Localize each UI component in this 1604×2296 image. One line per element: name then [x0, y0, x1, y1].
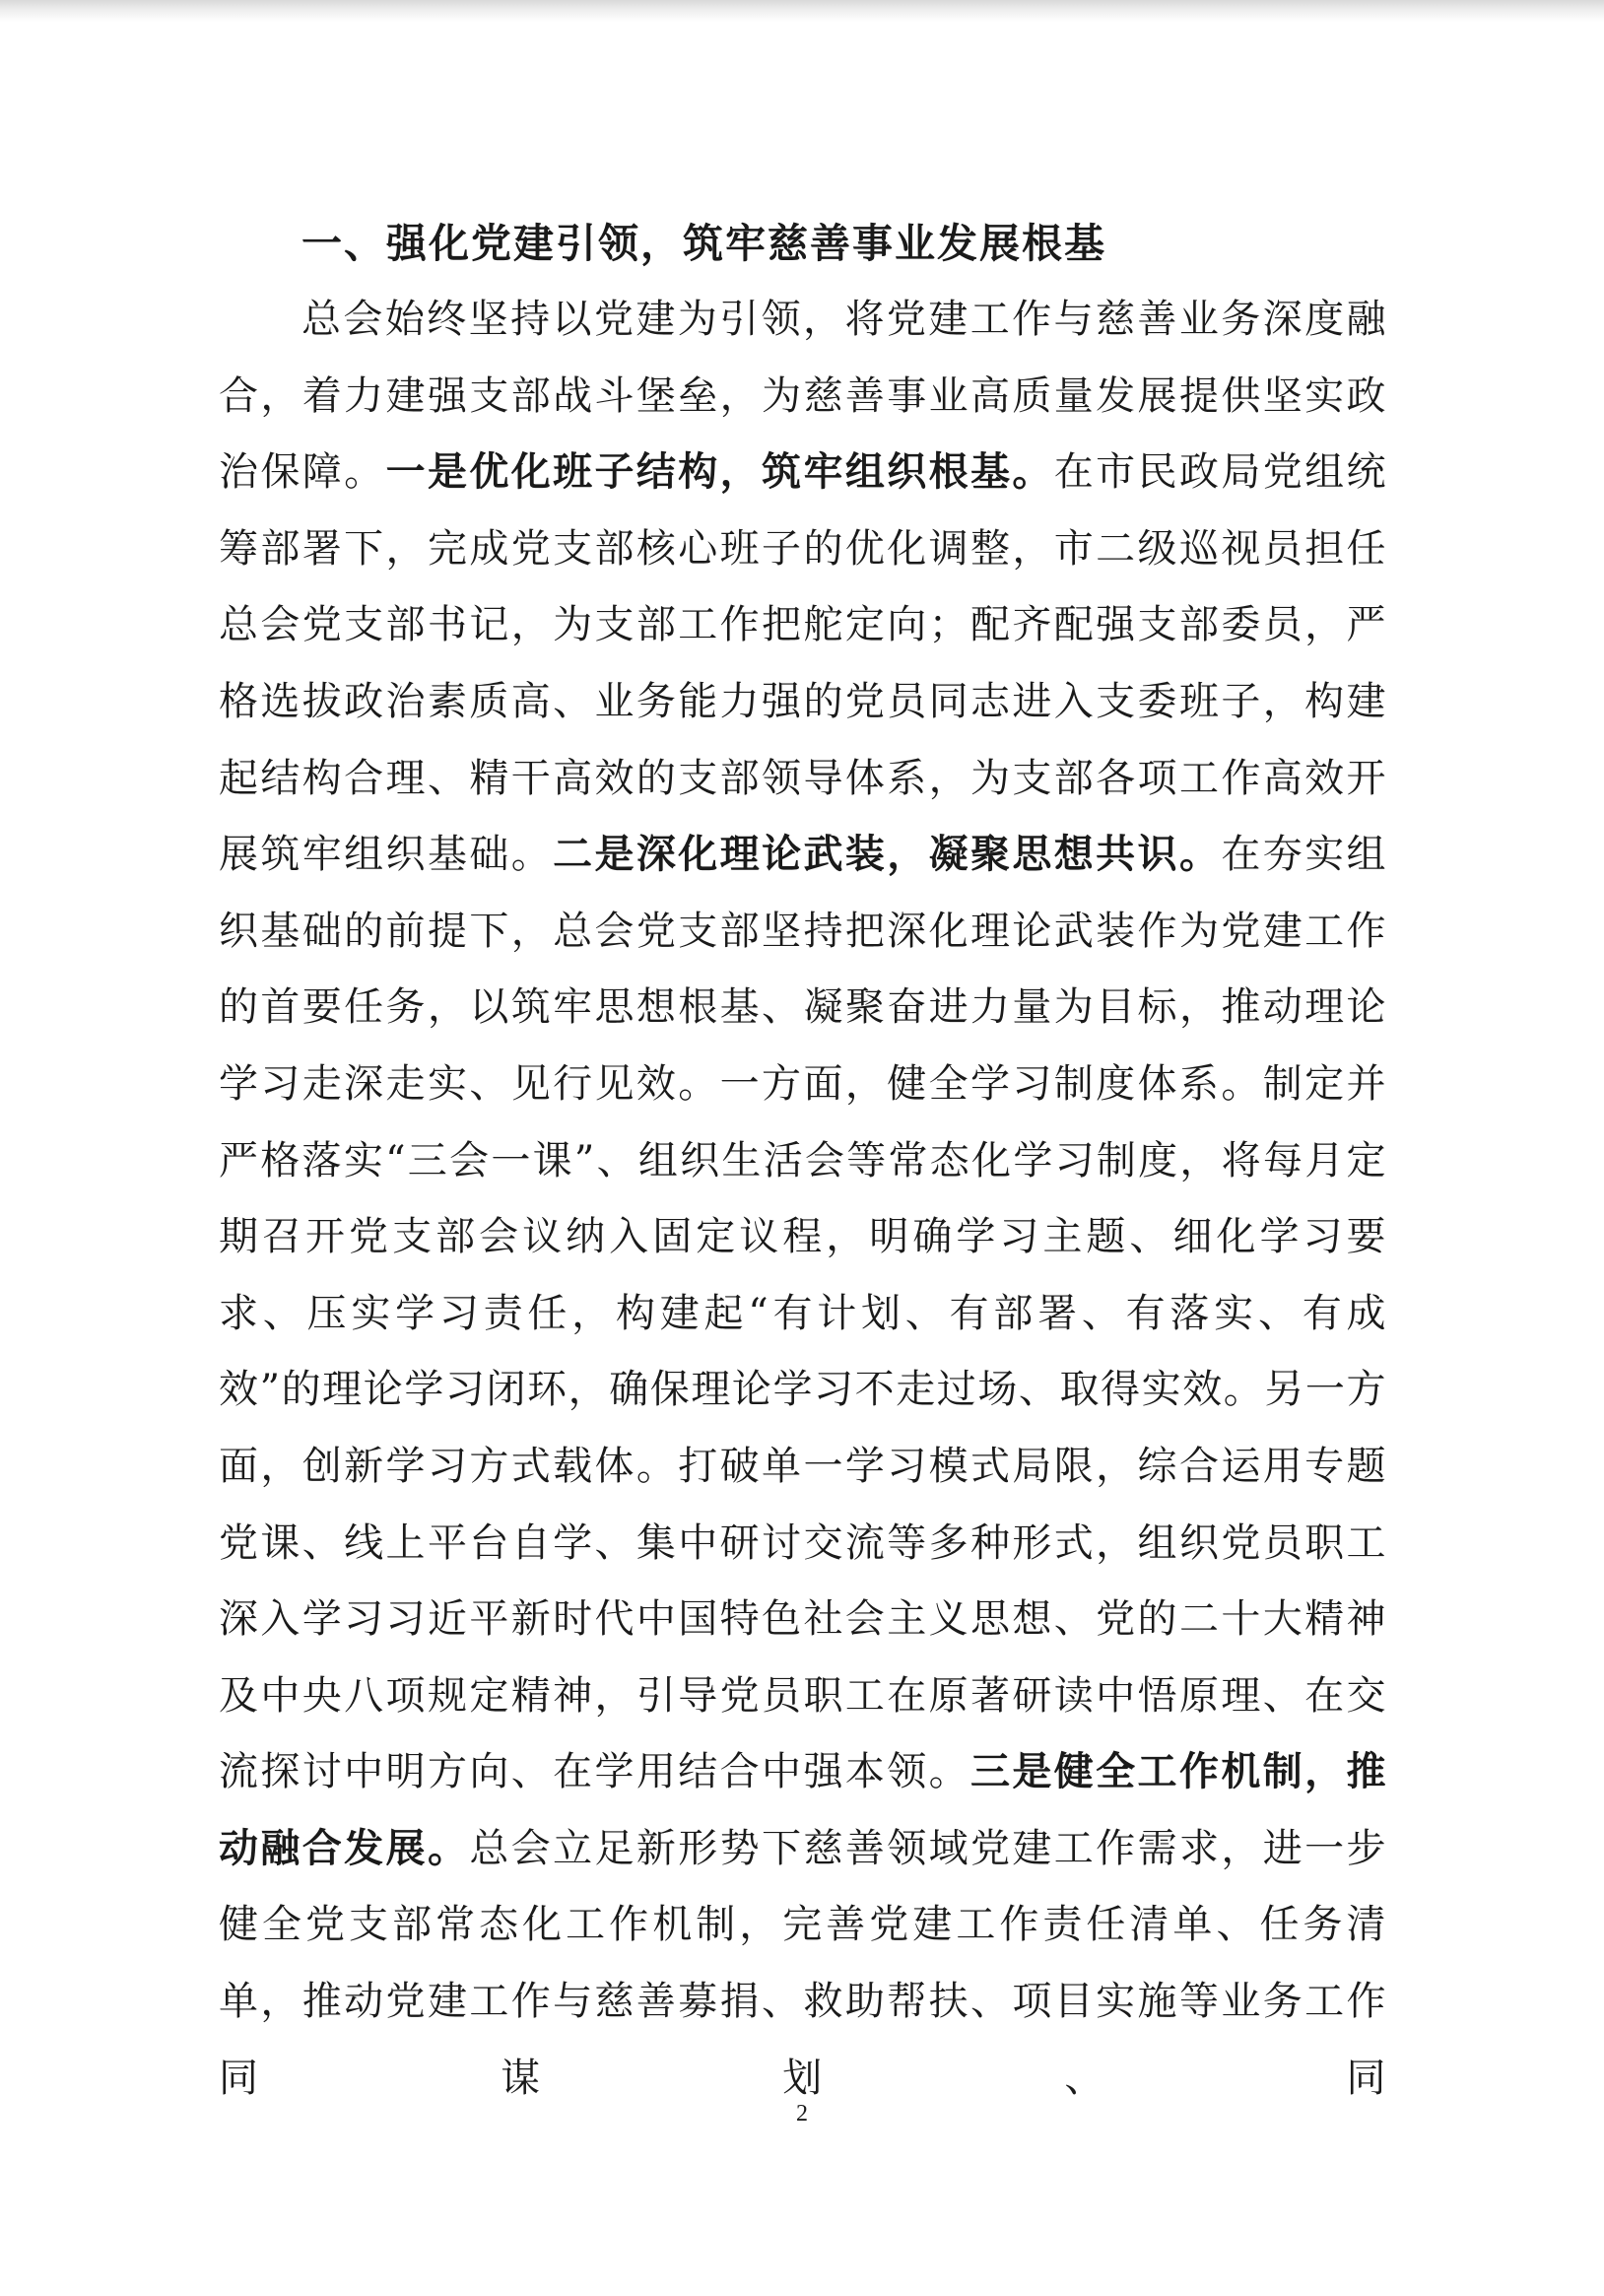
point-two-title: 二是深化理论武装，凝聚思想共识。 [553, 832, 1222, 878]
scan-top-edge [0, 0, 1604, 22]
body-paragraph [219, 282, 1387, 2117]
point-three-title: 三是健全工作机制，推动融合发展。 [219, 1749, 1387, 1871]
paragraph-intro: 总会始终坚持以党建为引领，将党建工作与慈善业务深度融合，着力建强支部战斗堡垒，为慈善事业高质量发展提供坚实政治保障。 [219, 297, 1387, 496]
document-page [219, 205, 1387, 2117]
section-heading: 一、强化党建引领，筑牢慈善事业发展根基 [301, 220, 1106, 267]
page-number: 2 [796, 2101, 808, 2127]
point-two-body: 在夯实组织基础的前提下，总会党支部坚持把深化理论武装作为党建工作的首要任务，以筑牢思想根基、凝聚奋进力量为目标，推动理论学习走深走实、见行见效。一方面，健全学习制度体系。制定并严格落实“三会一课”、组织生活会等常态化学习制度，将每月定期召开党支部会议纳入固定议程，明确学习主题、细化学习要求、压实学习责任，构建起“有计划、有部署、有落实、有成效”的理论学习闭环，确保理论学习不走过场、取得实效。另一方面，创新学习方式载体。打破单一学习模式局限，综合运用专题党课、线上平台自学、集中研讨交流等多种形式，组织党员职工深入学习习近平新时代中国特色社会主义思想、党的二十大精神及中央八项规定精神，引导党员职工在原著研读中悟原理、在交流探讨中明方向、在学用结合中强本领。 [219, 832, 1388, 1795]
point-one-title: 一是优化班子结构，筑牢组织根基。 [385, 449, 1054, 496]
point-three-body: 总会立足新形势下慈善领域党建工作需求，进一步健全党支部常态化工作机制，完善党建工作责任清单、任务清单，推动党建工作与慈善募捐、救助帮扶、项目实施等业务工作同谋划、同 [219, 1825, 1388, 2101]
point-one-body: 在市民政局党组统筹部署下，完成党支部核心班子的优化调整，市二级巡视员担任总会党支部书记，为支部工作把舵定向；配齐配强支部委员，严格选拔政治素质高、业务能力强的党员同志进入支委班子，构建起结构合理、精干高效的支部领导体系，为支部各项工作高效开展筑牢组织基础。 [219, 449, 1388, 878]
